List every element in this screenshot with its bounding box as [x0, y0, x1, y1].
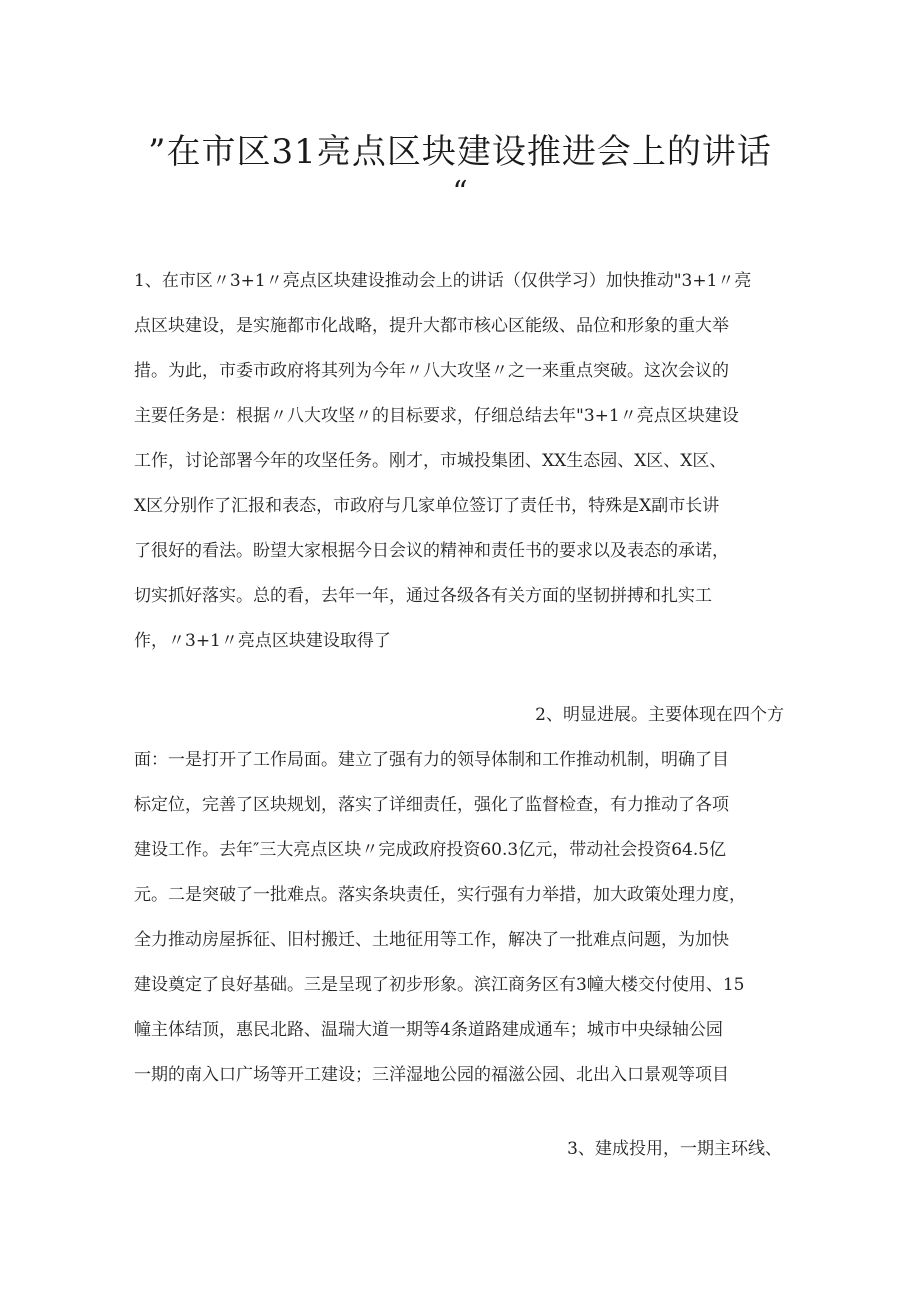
page-title: ”在市区31亮点区块建设推进会上的讲话 [148, 132, 772, 172]
section-2-paragraph [134, 693, 794, 1098]
title-closing-quote: “ [452, 175, 468, 210]
paragraph-line: 建设奠定了良好基础。三是呈现了初步形象。滨江商务区有3幢大楼交付使用、15 [134, 975, 745, 995]
section-3-lead: 3、建成投用，一期主环线、 [567, 1139, 782, 1159]
paragraph-line: 主要任务是：根据〃八大攻坚〃的目标要求，仔细总结去年"3+1〃亮点区块建设 [134, 406, 739, 426]
paragraph-line: 切实抓好落实。总的看，去年一年，通过各级各有关方面的坚韧拼搏和扎实工 [134, 586, 712, 606]
section-1-paragraph [134, 259, 794, 664]
paragraph-line: X区分别作了汇报和表态，市政府与几家单位签订了责任书，特殊是X副市长讲 [134, 496, 720, 516]
paragraph-line: 作，〃3+1〃亮点区块建设取得了 [134, 631, 391, 651]
paragraph-line: 了很好的看法。盼望大家根据今日会议的精神和责任书的要求以及表态的承诺， [134, 541, 729, 561]
section-2-lead: 2、明显进展。主要体现在四个方 [535, 705, 784, 725]
paragraph-line: 一期的南入口广场等开工建设；三洋湿地公园的福滋公园、北出入口景观等项目 [134, 1065, 729, 1085]
paragraph-line: 1、在市区〃3+1〃亮点区块建设推动会上的讲话（仅供学习）加快推动"3+1〃亮 [134, 271, 752, 291]
paragraph-line: 面：一是打开了工作局面。建立了强有力的领导体制和工作推动机制，明确了目 [134, 750, 729, 770]
section-3-paragraph [134, 1127, 794, 1172]
paragraph-line: 建设工作。去年″三大亮点区块〃完成政府投资60.3亿元，带动社会投资64.5亿 [134, 840, 727, 860]
paragraph-line: 元。二是突破了一批难点。落实条块责任，实行强有力举措，加大政策处理力度， [134, 885, 746, 905]
paragraph-line: 标定位，完善了区块规划，落实了详细责任，强化了监督检查，有力推动了各项 [134, 795, 729, 815]
paragraph-line: 全力推动房屋拆征、旧村搬迁、土地征用等工作，解决了一批难点问题，为加快 [134, 930, 729, 950]
paragraph-line: 措。为此，市委市政府将其列为今年〃八大攻坚〃之一来重点突破。这次会议的 [134, 361, 729, 381]
paragraph-line: 幢主体结顶，惠民北路、温瑞大道一期等4条道路建成通车；城市中央绿轴公园 [134, 1020, 723, 1040]
paragraph-line: 工作，讨论部署今年的攻坚任务。刚才，市城投集团、XX生态园、X区、X区、 [134, 451, 727, 471]
paragraph-line: 点区块建设，是实施都市化战略，提升大都市核心区能级、品位和形象的重大举 [134, 316, 729, 336]
